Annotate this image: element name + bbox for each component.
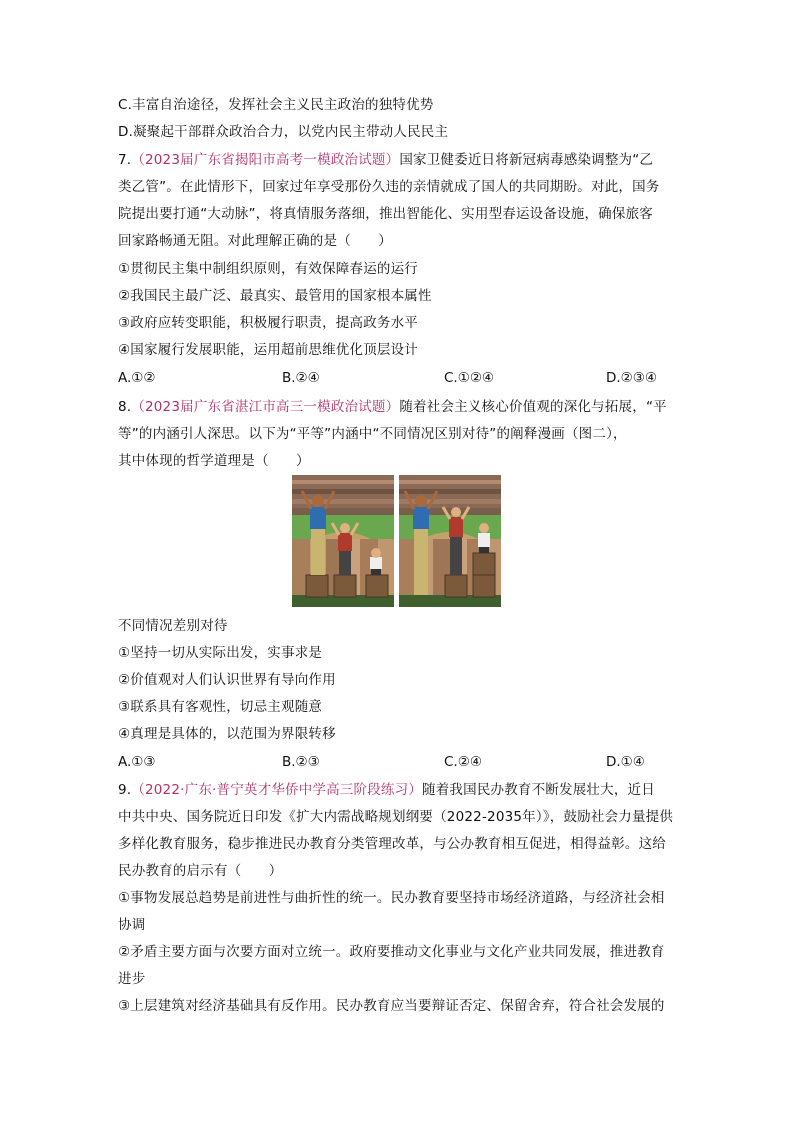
cartoon-panel-equal-boxes bbox=[292, 475, 394, 607]
q8-figure-caption: 不同情况差别对待 bbox=[118, 618, 228, 634]
q7-statement-4: ④国家履行发展职能，运用超前思维优化顶层设计 bbox=[118, 342, 419, 358]
q9-stem-line-1 bbox=[118, 780, 655, 800]
q6-option-d: D.凝聚起干部群众政治合力，以党内民主带动人民民主 bbox=[118, 124, 449, 140]
q7-statement-1: ①贯彻民主集中制组织原则，有效保障春运的运行 bbox=[118, 261, 419, 277]
cartoon-illustration-left bbox=[292, 475, 394, 607]
q9-text-1: 随着我国民办教育不断发展壮大，近日 bbox=[422, 782, 655, 798]
q7-number: 7. bbox=[118, 152, 132, 168]
q8-text-1: 随着社会主义核心价值观的深化与拓展，“平 bbox=[399, 399, 667, 415]
q9-stem-line-2: 中共中央、国务院近日印发《扩大内需战略规划纲要（2022-2035年）》，鼓励社会力量提供 bbox=[118, 809, 674, 825]
q7-stem-line-1 bbox=[118, 150, 653, 170]
q8-statement-3: ③联系具有客观性，切忌主观随意 bbox=[118, 699, 323, 715]
q9-source: （2022·广东·普宁英才华侨中学高三阶段练习） bbox=[131, 782, 423, 798]
cartoon-illustration-right bbox=[399, 475, 501, 607]
q8-statement-4: ④真理是具体的，以范围为界限转移 bbox=[118, 726, 336, 742]
q9-stem-line-4: 民办教育的启示有（ ） bbox=[118, 863, 283, 879]
q8-stem-line-1 bbox=[118, 397, 667, 417]
q6-option-c: C.丰富自治途径，发挥社会主义民主政治的独特优势 bbox=[118, 97, 434, 113]
q7-statement-2: ②我国民主最广泛、最真实、最管用的国家根本属性 bbox=[118, 288, 432, 304]
q9-statement-2-line-2: 进步 bbox=[118, 971, 146, 987]
q7-text-1: 国家卫健委近日将新冠病毒感染调整为“乙 bbox=[399, 152, 654, 168]
q8-number: 8. bbox=[118, 399, 132, 415]
q8-option-a: A.①③ bbox=[118, 754, 156, 770]
q8-source: （2023届广东省湛江市高三一模政治试题） bbox=[131, 399, 400, 415]
q9-statement-2-line-1: ②矛盾主要方面与次要方面对立统一。政府要推动文化事业与文化产业共同发展，推进教育 bbox=[118, 944, 665, 960]
q7-option-a: A.①② bbox=[118, 370, 156, 386]
equality-cartoon bbox=[292, 475, 502, 607]
q7-stem-line-3: 院提出要打通“大动脉”，将真情服务落细，推出智能化、实用型春运设备设施，确保旅客 bbox=[118, 206, 653, 222]
q8-stem-line-3: 其中体现的哲学道理是（ ） bbox=[118, 453, 310, 469]
q9-statement-1-line-2: 协调 bbox=[118, 917, 146, 933]
q7-stem-line-2: 类乙管”。在此情形下，回家过年享受那份久违的亲情就成了国人的共同期盼。对此，国务 bbox=[118, 179, 660, 195]
q8-option-d: D.①④ bbox=[606, 754, 645, 770]
q9-number: 9. bbox=[118, 782, 132, 798]
q7-option-d: D.②③④ bbox=[606, 370, 657, 386]
q7-stem-line-4: 回家路畅通无阻。对此理解正确的是（ ） bbox=[118, 233, 392, 249]
q7-option-c: C.①②④ bbox=[444, 370, 495, 386]
q8-option-c: C.②④ bbox=[444, 754, 482, 770]
q7-option-b: B.②④ bbox=[282, 370, 320, 386]
q8-statement-2: ②价值观对人们认识世界有导向作用 bbox=[118, 672, 336, 688]
q9-stem-line-3: 多样化教育服务，稳步推进民办教育分类管理改革，与公办教育相互促进，相得益彰。这给 bbox=[118, 836, 666, 852]
q8-stem-line-2: 等”的内涵引人深思。以下为“平等”内涵中“不同情况区别对待”的阐释漫画（图二）， bbox=[118, 426, 627, 442]
q9-statement-1-line-1: ①事物发展总趋势是前进性与曲折性的统一。民办教育要坚持市场经济道路，与经济社会相 bbox=[118, 890, 665, 906]
q9-statement-3-line-1: ③上层建筑对经济基础具有反作用。民办教育应当要辩证否定、保留舍弃，符合社会发展的 bbox=[118, 998, 665, 1014]
cartoon-panel-different-boxes bbox=[399, 475, 501, 607]
q7-source: （2023届广东省揭阳市高考一模政治试题） bbox=[131, 152, 400, 168]
q8-statement-1: ①坚持一切从实际出发，实事求是 bbox=[118, 645, 323, 661]
q8-option-b: B.②③ bbox=[282, 754, 320, 770]
q7-statement-3: ③政府应转变职能，积极履行职责，提高政务水平 bbox=[118, 315, 419, 331]
